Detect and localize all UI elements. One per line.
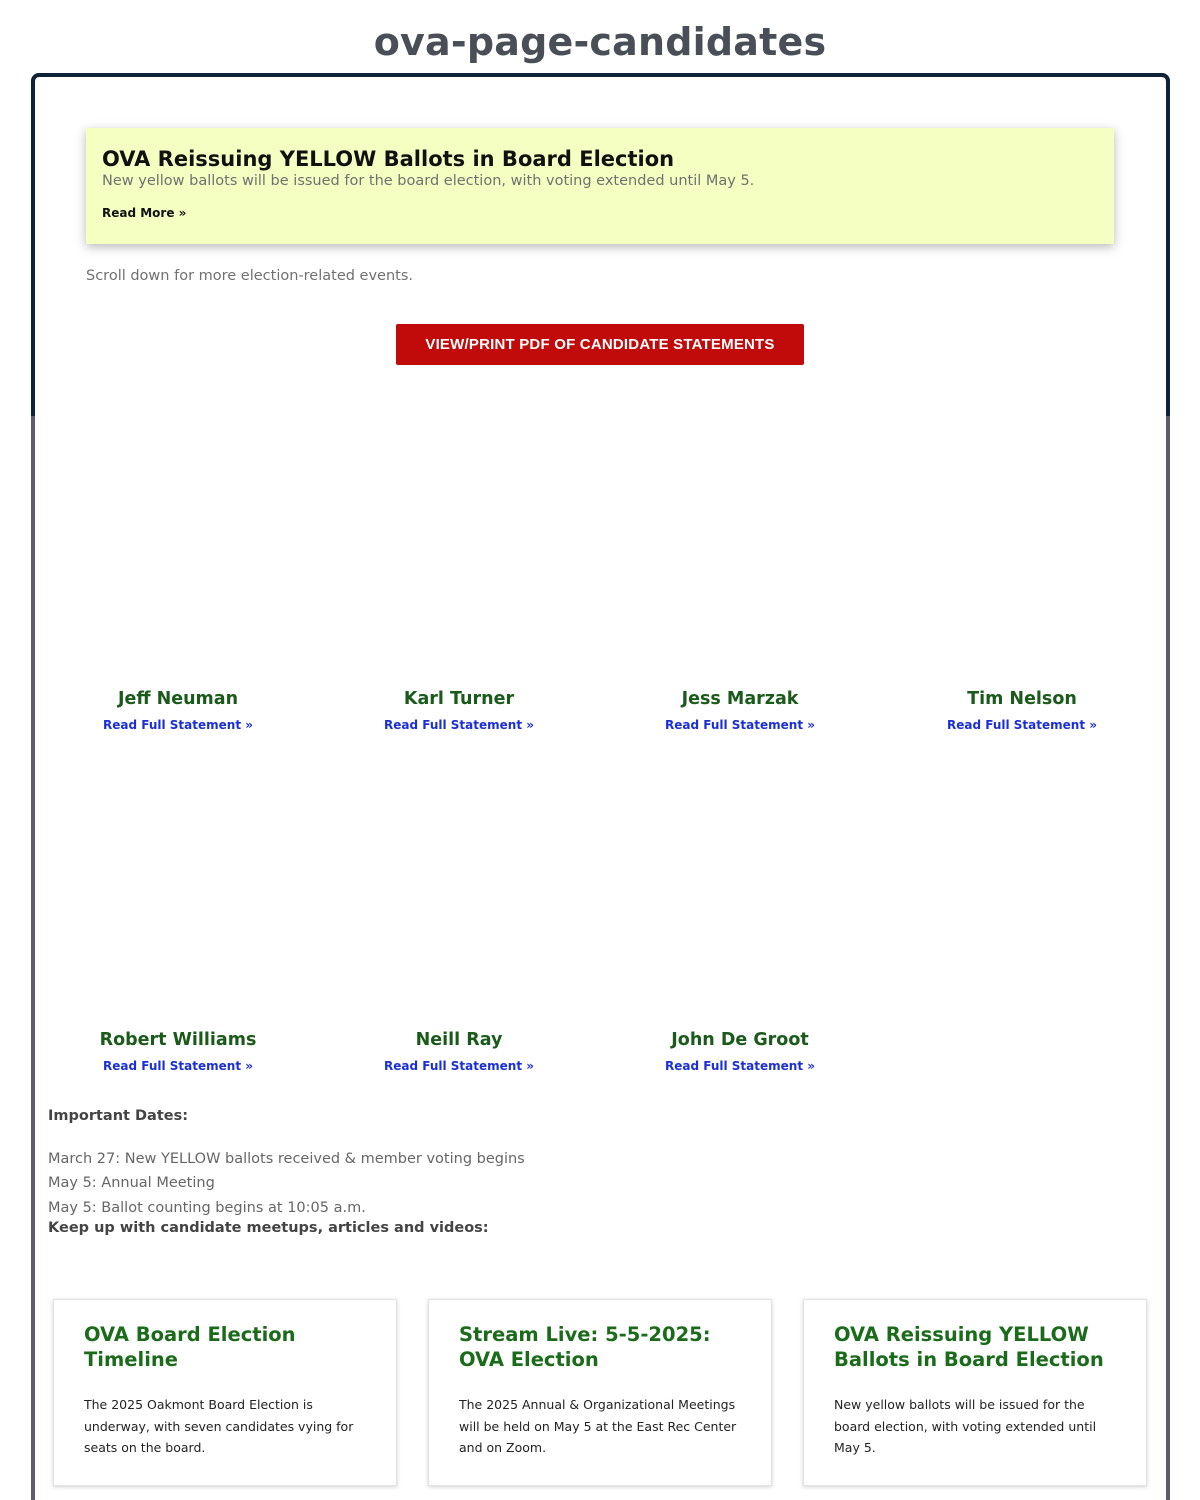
- important-dates-list: [48, 1147, 525, 1220]
- banner-text: New yellow ballots will be issued for the board election, with voting extended until May 5.: [102, 173, 755, 189]
- card-title[interactable]: Stream Live: 5-5-2025: OVA Election: [459, 1323, 711, 1371]
- article-card[interactable]: [53, 1299, 397, 1486]
- important-date-item: March 27: New YELLOW ballots received & member voting begins: [48, 1151, 525, 1167]
- important-date-item: May 5: Annual Meeting: [48, 1175, 215, 1192]
- announcement-banner: [86, 128, 1114, 244]
- candidate-statement-link[interactable]: Read Full Statement »: [384, 718, 534, 732]
- article-card[interactable]: [803, 1299, 1147, 1486]
- card-title[interactable]: OVA Reissuing YELLOW Ballots in Board Election: [834, 1323, 1104, 1371]
- page-heading: ova-page-candidates: [373, 20, 827, 64]
- card-text: New yellow ballots will be issued for the board election, with voting extended until May 5.: [834, 1397, 1097, 1455]
- candidate-statement-link[interactable]: Read Full Statement »: [103, 1059, 253, 1073]
- card-title[interactable]: OVA Board Election Timeline: [84, 1323, 296, 1371]
- keep-up-heading: Keep up with candidate meetups, articles and videos:: [48, 1220, 489, 1236]
- important-date-item: May 5: Ballot counting begins at 10:05 a.m.: [48, 1199, 366, 1216]
- banner-read-more-link[interactable]: Read More »: [102, 206, 187, 220]
- scroll-note: Scroll down for more election-related events.: [86, 268, 414, 284]
- candidate-name: Robert Williams: [99, 1030, 257, 1050]
- candidate-name: John De Groot: [671, 1030, 809, 1050]
- candidate-name: Jess Marzak: [681, 689, 799, 709]
- content-frame: [31, 73, 1170, 1500]
- candidate-statement-link[interactable]: Read Full Statement »: [665, 718, 815, 732]
- candidate-statement-link[interactable]: Read Full Statement »: [947, 718, 1097, 732]
- important-dates-title: Important Dates:: [48, 1108, 189, 1124]
- candidate-name: Jeff Neuman: [117, 689, 239, 709]
- candidate-name: Tim Nelson: [967, 689, 1077, 709]
- candidate-statement-link[interactable]: Read Full Statement »: [103, 718, 253, 732]
- candidate-statement-link[interactable]: Read Full Statement »: [665, 1059, 815, 1073]
- article-card[interactable]: [428, 1299, 772, 1486]
- candidate-name: Neill Ray: [415, 1030, 503, 1050]
- candidate-name: Karl Turner: [403, 689, 515, 709]
- card-text: The 2025 Annual & Organizational Meetings will be held on May 5 at the East Rec Center and on Zoom.: [459, 1397, 737, 1455]
- view-print-pdf-button[interactable]: VIEW/PRINT PDF OF CANDIDATE STATEMENTS: [396, 324, 804, 365]
- banner-title: OVA Reissuing YELLOW Ballots in Board Election: [102, 147, 675, 171]
- card-text: The 2025 Oakmont Board Election is underway, with seven candidates vying for seats on the board.: [84, 1397, 354, 1455]
- candidate-statement-link[interactable]: Read Full Statement »: [384, 1059, 534, 1073]
